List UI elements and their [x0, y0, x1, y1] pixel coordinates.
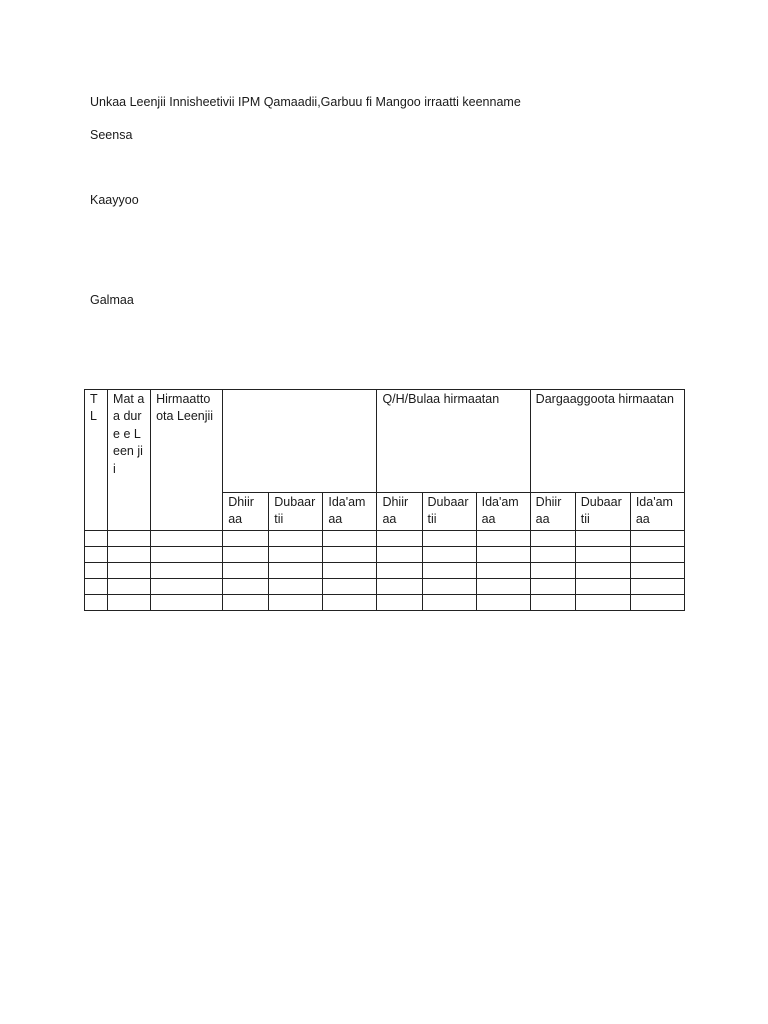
section-heading-kaayyoo: Kaayyoo: [90, 193, 139, 207]
table-cell: [476, 562, 530, 578]
table-cell: [377, 546, 422, 562]
header-cell-tl: T L: [85, 390, 108, 531]
table-cell: [630, 562, 684, 578]
section-heading-seensa: Seensa: [90, 128, 133, 142]
table-cell: [476, 578, 530, 594]
table-row: [85, 546, 685, 562]
table-cell: [151, 578, 223, 594]
table-cell: [377, 578, 422, 594]
table-cell: [85, 546, 108, 562]
table-cell: [269, 546, 323, 562]
table-cell: [476, 530, 530, 546]
table-cell: [422, 578, 476, 594]
table-cell: [108, 578, 151, 594]
table-cell: [530, 594, 575, 610]
table-cell: [85, 578, 108, 594]
subheader-cell: Dhiir aa: [377, 493, 422, 531]
subheader-cell: Ida'am aa: [323, 493, 377, 531]
table-cell: [575, 562, 630, 578]
table-cell: [108, 546, 151, 562]
header-cell-hirmaattota: Hirmaatto ota Leenjii: [151, 390, 223, 531]
table-cell: [575, 530, 630, 546]
table-cell: [269, 578, 323, 594]
table-cell: [530, 578, 575, 594]
table-cell: [630, 546, 684, 562]
table-cell: [530, 562, 575, 578]
table-cell: [377, 594, 422, 610]
table-cell: [108, 530, 151, 546]
table-cell: [85, 530, 108, 546]
table-cell: [323, 546, 377, 562]
table-cell: [223, 546, 269, 562]
table-cell: [630, 594, 684, 610]
table-cell: [422, 594, 476, 610]
table-cell: [323, 530, 377, 546]
table-header-row: [85, 390, 685, 493]
table-cell: [85, 562, 108, 578]
subheader-cell: Ida'am aa: [630, 493, 684, 531]
table-row: [85, 578, 685, 594]
subheader-cell: Dubaar tii: [422, 493, 476, 531]
table-row: [85, 594, 685, 610]
table-cell: [269, 594, 323, 610]
table-cell: [530, 530, 575, 546]
document-title: Unkaa Leenjii Innisheetivii IPM Qamaadii,Garbuu fi Mangoo irraatti keenname: [90, 95, 521, 109]
table-cell: [269, 530, 323, 546]
subheader-cell: Dubaar tii: [575, 493, 630, 531]
table-cell: [151, 562, 223, 578]
table-cell: [377, 530, 422, 546]
table-row: [85, 562, 685, 578]
table-cell: [323, 578, 377, 594]
table-cell: [151, 530, 223, 546]
table-cell: [422, 562, 476, 578]
table-cell: [323, 562, 377, 578]
table-cell: [422, 530, 476, 546]
table-cell: [575, 578, 630, 594]
table-cell: [575, 546, 630, 562]
table-cell: [223, 562, 269, 578]
subheader-cell: Dhiir aa: [530, 493, 575, 531]
table-cell: [323, 594, 377, 610]
table-cell: [377, 562, 422, 578]
table-cell: [85, 594, 108, 610]
table-cell: [422, 546, 476, 562]
header-cell-mataa-duree: Mat aa dure e Leen jii: [108, 390, 151, 531]
header-cell-dargaaggoota: Dargaaggoota hirmaatan: [530, 390, 684, 493]
table-cell: [108, 562, 151, 578]
subheader-cell: Ida'am aa: [476, 493, 530, 531]
table-cell: [223, 578, 269, 594]
participants-table: [84, 389, 685, 611]
header-cell-group-1: [223, 390, 377, 493]
table-cell: [530, 546, 575, 562]
table-cell: [223, 594, 269, 610]
table-cell: [476, 546, 530, 562]
table-cell: [269, 562, 323, 578]
table-cell: [151, 546, 223, 562]
section-heading-galmaa: Galmaa: [90, 293, 134, 307]
table-cell: [223, 530, 269, 546]
table-cell: [476, 594, 530, 610]
table-cell: [630, 578, 684, 594]
table-cell: [575, 594, 630, 610]
table-cell: [108, 594, 151, 610]
header-cell-qh-bulaa: Q/H/Bulaa hirmaatan: [377, 390, 530, 493]
table-row: [85, 530, 685, 546]
table-cell: [630, 530, 684, 546]
subheader-cell: Dubaar tii: [269, 493, 323, 531]
subheader-cell: Dhiir aa: [223, 493, 269, 531]
table-cell: [151, 594, 223, 610]
